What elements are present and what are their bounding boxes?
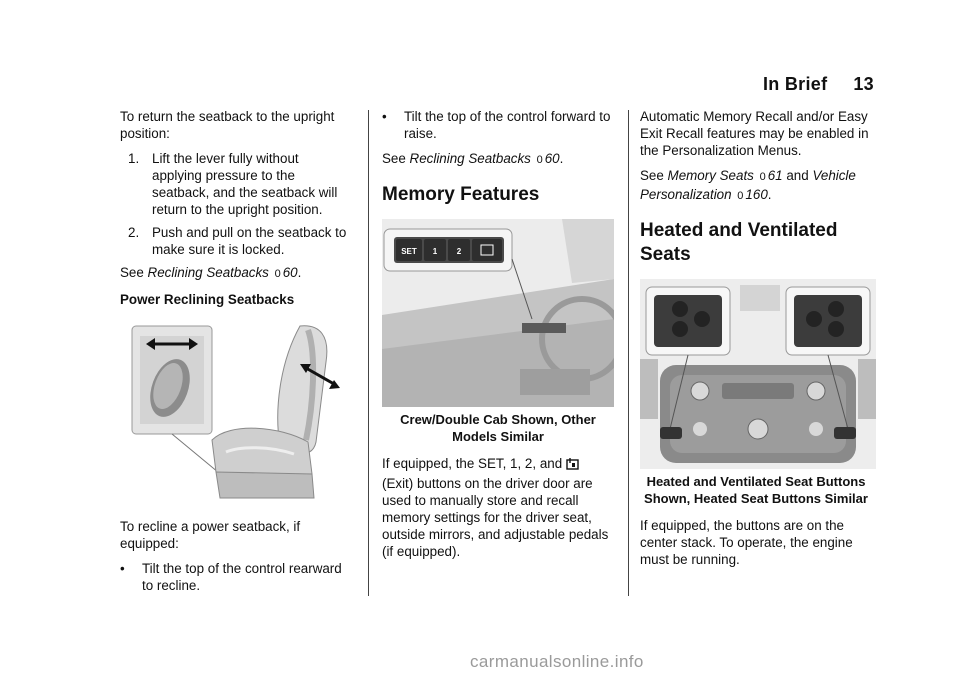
see-reference-2: See Reclining Seatbacks 0 60. [382,151,564,166]
reference-link[interactable]: Reclining Seatbacks [147,265,269,280]
heading-heated-ventilated-seats: Heated and Ventilated Seats [640,220,838,265]
step-2 [128,224,352,258]
step-1-text: Lift the lever fully without applying pressure to the seatback, and the seatback will return to the upright position. [152,151,338,217]
subheading-power-reclining: Power Reclining Seatbacks [120,292,295,307]
step-1 [128,150,352,218]
raise-bullet [382,108,614,142]
bullet-mark: • [382,109,387,124]
step-2-number: 2. [128,225,140,240]
recline-bullet-text: Tilt the top of the control rearward to recline. [142,561,342,593]
column-2 [382,108,614,568]
center-stack-paragraph: If equipped, the buttons are on the center stack. To operate, the engine must be running. [640,518,853,567]
raise-bullet-text: Tilt the top of the control forward to raise. [404,109,611,141]
memory-1-label: 1 [432,247,438,256]
page-ref-icon: 0 [536,154,543,166]
door-memory-image [382,219,614,407]
page-ref-icon: 0 [274,268,281,280]
power-recline-seat-image [130,322,352,500]
recline-bullet [120,560,352,594]
reference-page[interactable]: 61 [767,168,783,183]
seat-illustration [130,322,352,504]
see-reference-3: See Memory Seats 0 61 and Vehicle Personalization 0 160. [640,168,856,202]
center-stack-illustration [640,279,876,469]
memory-buttons-illustration [382,219,614,407]
watermark-text: carmanualsonline.info [470,652,644,671]
bullet-mark: • [120,561,125,576]
reference-link-memory-seats[interactable]: Memory Seats [667,168,754,183]
reference-page[interactable]: 160 [745,187,768,202]
memory-recall-paragraph: Automatic Memory Recall and/or Easy Exit Recall features may be enabled in the Personalization Menus. [640,109,869,158]
recline-intro: To recline a power seatback, if equipped: [120,519,301,551]
set-button-label: SET [401,247,417,256]
memory-paragraph: If equipped, the SET, 1, 2, and (Exit) buttons on the driver door are used to manually store and recall memory settings for the driver seat, outside mirrors, and adjustable pedals (if equipped). [382,456,609,559]
reference-link[interactable]: Reclining Seatbacks [409,151,531,166]
page-number: 13 [853,74,874,94]
column-divider-right [628,110,629,596]
heated-seat-buttons-image [640,279,876,469]
column-divider-left [368,110,369,596]
column-1 [120,108,352,602]
page-ref-icon: 0 [737,190,744,202]
section-title: In Brief [762,74,828,94]
step-2-text: Push and pull on the seatback to make sure it is locked. [152,225,347,257]
memory-figure-caption: Crew/Double Cab Shown, Other Models Similar [400,412,596,444]
reference-link-vehicle-personalization[interactable]: Vehicle Personalization [640,168,856,202]
column-3 [640,108,872,576]
reference-page[interactable]: 60 [544,151,560,166]
step-1-number: 1. [128,151,140,166]
page-ref-icon: 0 [759,171,766,183]
memory-2-label: 2 [456,247,462,256]
upright-intro: To return the seatback to the upright position: [120,109,335,141]
heading-memory-features: Memory Features [382,184,540,205]
exit-icon [566,457,580,475]
page-header [763,74,874,95]
heated-figure-caption: Heated and Ventilated Seat Buttons Shown, Heated Seat Buttons Similar [644,474,868,506]
reference-page[interactable]: 60 [282,265,298,280]
see-reference-1: See Reclining Seatbacks 0 60. [120,265,302,280]
